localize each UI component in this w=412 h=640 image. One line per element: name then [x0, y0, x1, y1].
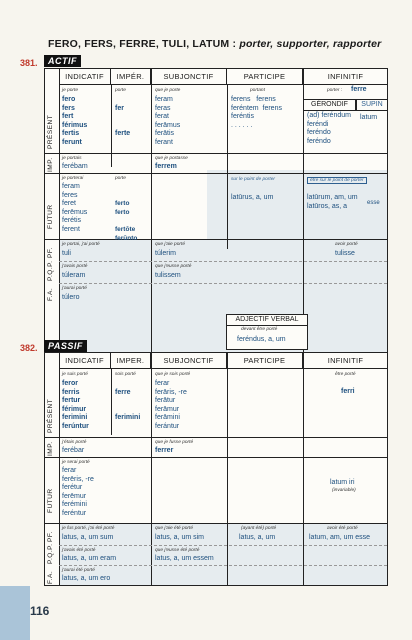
supin-form: latum [360, 114, 378, 121]
futur-imperatif: ferto ferto fertōte ferūnto [115, 200, 138, 242]
gloss: sois porté [115, 372, 136, 377]
gloss: je porte [62, 88, 78, 93]
gerondif-forms: (ad) feréndum feréndi feréndo feréndo [307, 112, 351, 145]
header-imperatif: IMPÉR. [111, 69, 151, 85]
pqp-subjonctif: latus, a, um essem [155, 555, 214, 562]
gloss: porte [115, 176, 126, 181]
verb-meaning: porter, supporter, rapporter [239, 38, 382, 50]
present-indicatif: feror ferris fertur férimur ferimini ferúntur [62, 380, 89, 430]
futur-infinitif-esse: esse [367, 200, 380, 206]
verb-principal-parts: FERO, FERS, FERRE, TULI, LATUM : [48, 38, 237, 50]
adjectif-verbal-label: ADJECTIF VERBAL [227, 315, 307, 326]
present-imperatif: fer ferte [115, 104, 131, 138]
futur-indicatif: feram feres feret ferēmus ferétis ferent [62, 183, 88, 233]
fa-indicatif: latus, a, um ero [62, 575, 111, 582]
parfait-subjonctif: túlerim [155, 250, 177, 257]
adjectif-verbal-form: feréndus, a, um [237, 336, 286, 343]
gloss: je fus porté, j'ai été porté [62, 526, 115, 531]
header-infinitif: INFINITIF [303, 353, 388, 369]
fa-indicatif: túlero [62, 294, 80, 301]
present-subjonctif: ferar ferāris, -re ferātur ferāmur ferāmini ferántur [155, 380, 187, 430]
gloss: j'aurai été porté [62, 568, 95, 573]
infinitif-gloss: porter : [327, 88, 343, 93]
section-badge-passive: PASSIF [44, 340, 87, 352]
parfait-indicatif: tuli [62, 250, 71, 257]
parfait-infinitif: latum, am, um esse [309, 534, 371, 541]
futur-indicatif: ferar ferēris, -re ferétur ferēmur ferémini feréntur [62, 467, 94, 517]
gloss: je portais [62, 156, 82, 161]
adjectif-verbal-box [226, 314, 308, 350]
gloss: que je sois porté [155, 372, 191, 377]
gloss: j'avais été porté [62, 548, 96, 553]
gerondif-label: GÉRONDIF [303, 99, 356, 111]
gloss: que j'aie porté [155, 242, 185, 247]
imparfait-subjonctif: ferrem [155, 163, 177, 170]
section-badge-active: ACTIF [44, 55, 81, 67]
page-corner-tab [0, 586, 30, 640]
passive-table [44, 352, 388, 586]
supin-label: SUPIN [356, 99, 388, 111]
gloss: que je fusse porté [155, 440, 194, 445]
page-number: 116 [30, 604, 50, 618]
tense-fa: F.A. [47, 287, 54, 301]
gloss: être sur le point de porter [307, 177, 367, 184]
parfait-indicatif: latus, a, um sum [62, 534, 114, 541]
header-participe: PARTICIPE [227, 69, 303, 85]
gloss: (ayant été) porté [241, 526, 277, 531]
gloss: j'étais porté [62, 440, 87, 445]
header-subjonctif: SUBJONCTIF [151, 69, 227, 85]
active-table [44, 68, 388, 378]
tense-pqp: P.Q.P. [47, 543, 54, 564]
gloss: que je portasse [155, 156, 188, 161]
gloss: avoir porté [335, 242, 358, 247]
imparfait-indicatif: ferébam [62, 163, 88, 170]
gloss: sur le point de porter [231, 177, 275, 182]
gloss: que je porte [155, 88, 181, 93]
tense-fa: F.A. [47, 570, 54, 584]
imparfait-indicatif: ferébar [62, 447, 85, 454]
present-infinitif: ferri [341, 388, 355, 395]
header-imperatif: IMPER. [111, 353, 151, 369]
gloss: que j'aie été porté [155, 526, 193, 531]
pqp-indicatif: túleram [62, 272, 86, 279]
gloss: j'avais porté [62, 264, 88, 269]
tense-imparfait: IMP. [47, 157, 54, 172]
present-participe: ferens ferens feréntem ferens feréntis . . . . . . [231, 96, 282, 129]
adjectif-verbal-gloss: devant être porté [241, 327, 278, 332]
pqp-subjonctif: tulissem [155, 272, 181, 279]
gloss: que j'eusse été porté [155, 548, 200, 553]
gloss: j'aurai porté [62, 286, 87, 291]
header-infinitif: INFINITIF [303, 69, 388, 85]
futur-participe: latūrus, a, um [231, 194, 274, 201]
verb-title [48, 38, 381, 50]
section-number-passive: 382. [20, 343, 38, 353]
header-subjonctif: SUBJONCTIF [151, 353, 227, 369]
section-number-active: 381. [20, 58, 38, 68]
parfait-infinitif: tulisse [335, 250, 355, 257]
tense-pqp: P.Q.P. [47, 260, 54, 281]
futur-infinitif-note: (invariable) [332, 488, 356, 493]
imparfait-subjonctif: ferrer [155, 447, 174, 454]
gloss: être porté [335, 372, 356, 377]
gloss: je serai porté [62, 460, 90, 465]
tense-futur: FUTUR [47, 488, 54, 513]
header-indicatif: INDICATIF [59, 69, 111, 85]
header-indicatif: INDICATIF [59, 353, 111, 369]
present-subjonctif: feram feras ferat ferāmus ferātis ferant [155, 96, 181, 146]
present-imperatif: ferre ferimini [115, 388, 141, 422]
pqp-indicatif: latus, a, um eram [62, 555, 117, 562]
gloss: que j'eusse porté [155, 264, 192, 269]
tense-parfait: PF. [47, 531, 54, 542]
tense-present: PRÉSENT [47, 398, 54, 433]
gloss: portant [250, 88, 265, 93]
tense-imparfait: IMP. [47, 441, 54, 456]
tense-present: PRÉSENT [47, 114, 54, 149]
infinitif-form: ferre [351, 86, 367, 93]
parfait-participe: latus, a, um [239, 534, 276, 541]
gloss: porte [115, 88, 126, 93]
gloss: je portai, j'ai porté [62, 242, 100, 247]
futur-infinitif: latum iri [330, 479, 355, 486]
gloss: je porterai [62, 176, 84, 181]
tense-futur: FUTUR [47, 204, 54, 229]
futur-infinitif: latūrum, am, um latūros, as, a [307, 194, 358, 210]
parfait-subjonctif: latus, a, um sim [155, 534, 205, 541]
tense-parfait: PF. [47, 247, 54, 258]
gloss: je suis porté [62, 372, 88, 377]
header-participe: PARTICIPE [227, 353, 303, 369]
present-indicatif: fero fers fert férimus fertis ferunt [62, 96, 88, 146]
gloss: avoir été porté [327, 526, 358, 531]
